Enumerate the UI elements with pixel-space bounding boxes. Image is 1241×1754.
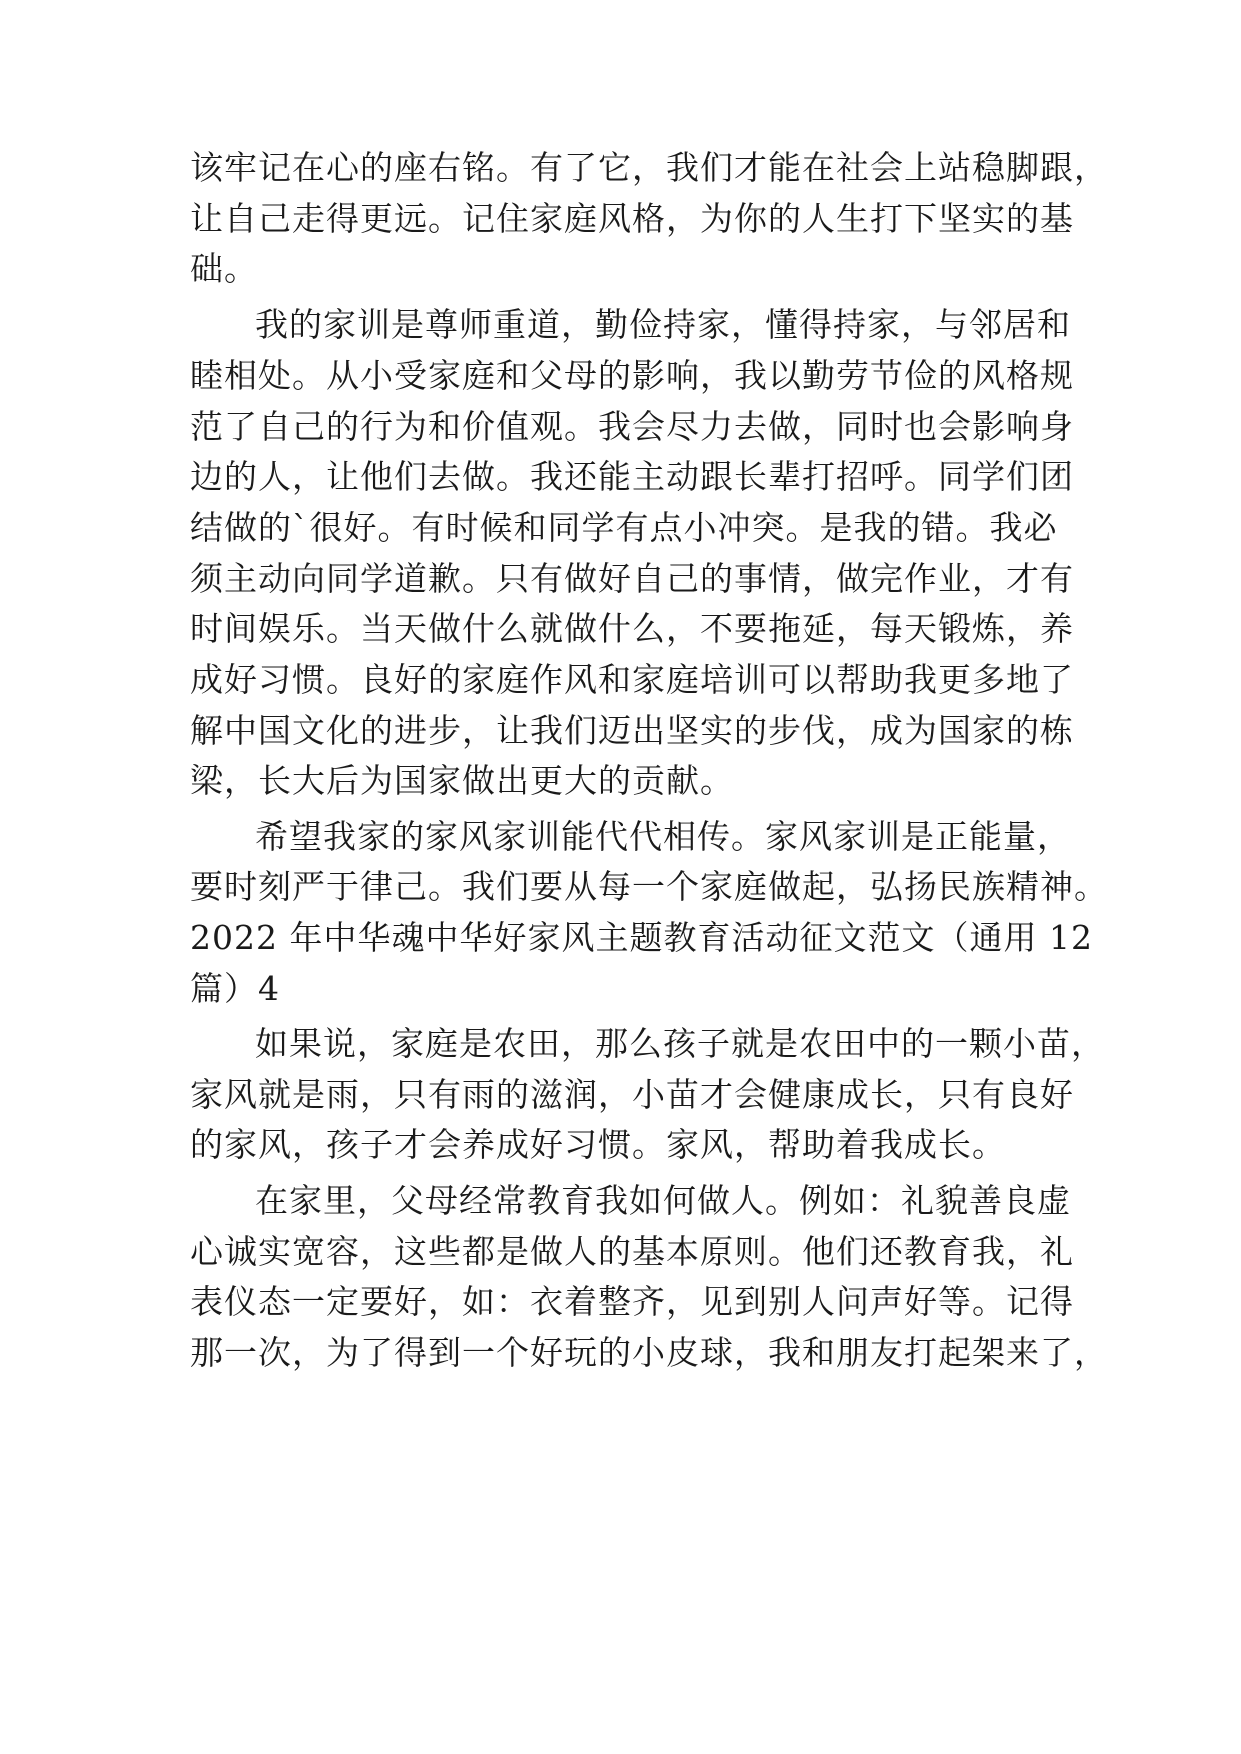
text-line: 让自己走得更远。记住家庭风格，为你的人生打下坚实的基 bbox=[190, 199, 1074, 238]
text-line: 须主动向同学道歉。只有做好自己的事情，做完作业，才有 bbox=[190, 559, 1074, 598]
text-line: 表仪态一定要好，如：衣着整齐，见到别人问声好等。记得 bbox=[190, 1282, 1074, 1321]
text-line: 睦相处。从小受家庭和父母的影响，我以勤劳节俭的风格规 bbox=[190, 356, 1074, 395]
text-line: 础。 bbox=[190, 249, 258, 288]
paragraph-start-line: 如果说，家庭是农田，那么孩子就是农田中的一颗小苗， bbox=[255, 1024, 1105, 1063]
text-line: 的家风，孩子才会养成好习惯。家风，帮助着我成长。 bbox=[190, 1125, 1006, 1164]
paragraph-start-line: 在家里，父母经常教育我如何做人。例如：礼貌善良虚 bbox=[255, 1181, 1071, 1220]
text-line: 边的人，让他们去做。我还能主动跟长辈打招呼。同学们团 bbox=[190, 457, 1074, 496]
text-line: 范了自己的行为和价值观。我会尽力去做，同时也会影响身 bbox=[190, 407, 1074, 446]
section-heading-line: 篇）4 bbox=[190, 969, 280, 1008]
text-line: 结做的`很好。有时候和同学有点小冲突。是我的错。我必 bbox=[190, 508, 1058, 547]
text-line: 要时刻严于律己。我们要从每一个家庭做起，弘扬民族精神。 bbox=[190, 867, 1108, 906]
text-line: 成好习惯。良好的家庭作风和家庭培训可以帮助我更多地了 bbox=[190, 660, 1074, 699]
text-line: 梁，长大后为国家做出更大的贡献。 bbox=[190, 761, 734, 800]
text-line: 那一次，为了得到一个好玩的小皮球，我和朋友打起架来了， bbox=[190, 1333, 1108, 1372]
text-line: 该牢记在心的座右铭。有了它，我们才能在社会上站稳脚跟， bbox=[190, 148, 1108, 187]
paragraph-start-line: 希望我家的家风家训能代代相传。家风家训是正能量， bbox=[255, 817, 1071, 856]
text-line: 解中国文化的进步，让我们迈出坚实的步伐，成为国家的栋 bbox=[190, 711, 1074, 750]
paragraph-start-line: 我的家训是尊师重道，勤俭持家，懂得持家，与邻居和 bbox=[255, 305, 1071, 344]
text-line: 心诚实宽容，这些都是做人的基本原则。他们还教育我，礼 bbox=[190, 1232, 1074, 1271]
text-line: 家风就是雨，只有雨的滋润，小苗才会健康成长，只有良好 bbox=[190, 1075, 1074, 1114]
text-line: 时间娱乐。当天做什么就做什么，不要拖延，每天锻炼，养 bbox=[190, 609, 1074, 648]
section-heading-line: 2022 年中华魂中华好家风主题教育活动征文范文（通用 12 bbox=[190, 918, 1093, 957]
